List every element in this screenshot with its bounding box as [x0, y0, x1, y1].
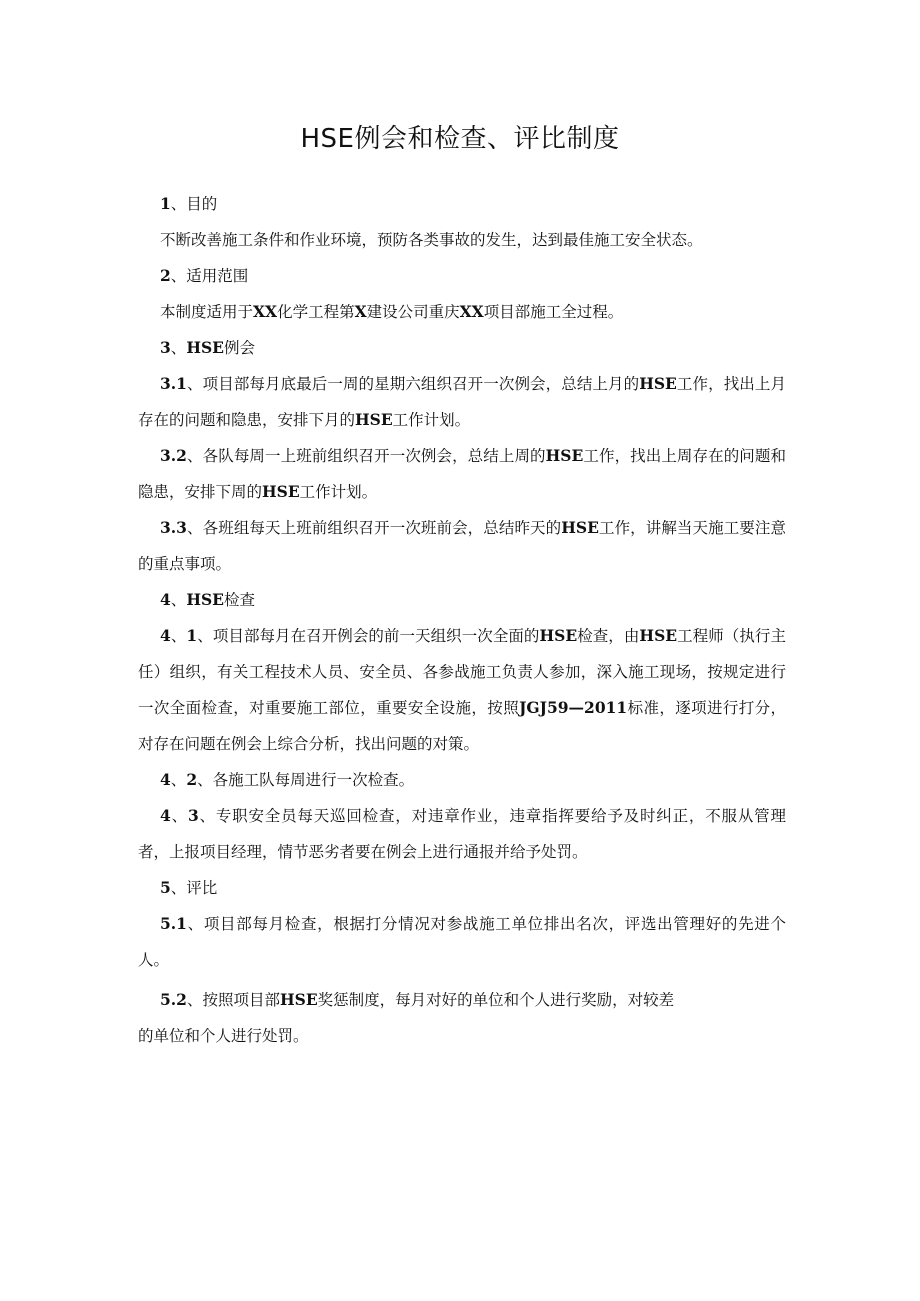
- clause-3-3: 3.3、各班组每天上班前组织召开一次班前会，总结昨天的HSE工作，讲解当天施工要注意的重点事项。: [138, 518, 786, 573]
- clause-5-2: 5.2、按照项目部HSE奖惩制度，每月对好的单位和个人进行奖励，对较差 的单位和个人进行处罚。: [138, 990, 675, 1045]
- clause-number: 3.1: [160, 374, 187, 393]
- clause-number: 5.1: [160, 914, 187, 933]
- clause-number: 5.2: [160, 990, 187, 1009]
- section-3-heading: 3、HSE例会: [160, 338, 255, 357]
- page-title: HSE例会和检查、评比制度: [300, 124, 620, 154]
- clause-5-1: 5.1、项目部每月检查，根据打分情况对参战施工单位排出名次，评选出管理好的先进个人。: [138, 914, 786, 969]
- clause-3-2: 3.2、各队每周一上班前组织召开一次例会，总结上周的HSE工作，找出上周存在的问题和隐患，安排下周的HSE工作计划。: [138, 446, 786, 501]
- clause-3-1: 3.1、项目部每月底最后一周的星期六组织召开一次例会，总结上月的HSE工作，找出上月存在的问题和隐患，安排下月的HSE工作计划。: [138, 374, 786, 429]
- clause-number: 4: [160, 806, 171, 825]
- section-1-body: 不断改善施工条件和作业环境，预防各类事故的发生，达到最佳施工安全状态。: [160, 231, 703, 249]
- clause-4-2: 4、2、各施工队每周进行一次检查。: [160, 770, 415, 789]
- section-4-heading: 4、HSE检查: [160, 590, 255, 609]
- clause-4-3: 4、3、专职安全员每天巡回检查，对违章作业，违章指挥要给予及时纠正，不服从管理者，上报项目经理，情节恶劣者要在例会上进行通报并给予处罚。: [138, 806, 786, 861]
- clause-4-1: 4、1、项目部每月在召开例会的前一天组织一次全面的HSE检查，由HSE工程师（执行主任）组织，有关工程技术人员、安全员、各参战施工负责人参加，深入施工现场，按规定进行一次全面检查，对重要施工部位，重要安全设施，按照JGJ59—2011标准，逐项进行打分，对存在问题在例会上综合分析，找出问题的对策。: [138, 626, 786, 753]
- section-number: 3: [160, 338, 171, 357]
- section-2-body: 本制度适用于XX化学工程第X建设公司重庆XX项目部施工全过程。: [160, 302, 624, 321]
- section-number: 2: [160, 266, 171, 285]
- clause-number: 3.3: [160, 518, 187, 537]
- section-number: 5: [160, 878, 171, 897]
- clause-number: 4: [160, 770, 171, 789]
- section-1-heading: 1、目的: [160, 194, 218, 213]
- clause-number: 4: [160, 626, 171, 645]
- section-number: 4: [160, 590, 171, 609]
- section-2-heading: 2、适用范围: [160, 266, 249, 285]
- standard-code: JGJ59—2011: [519, 698, 628, 717]
- section-5-heading: 5、评比: [160, 878, 218, 897]
- clause-number: 3.2: [160, 446, 187, 465]
- section-number: 1: [160, 194, 171, 213]
- document-body: [138, 186, 786, 1054]
